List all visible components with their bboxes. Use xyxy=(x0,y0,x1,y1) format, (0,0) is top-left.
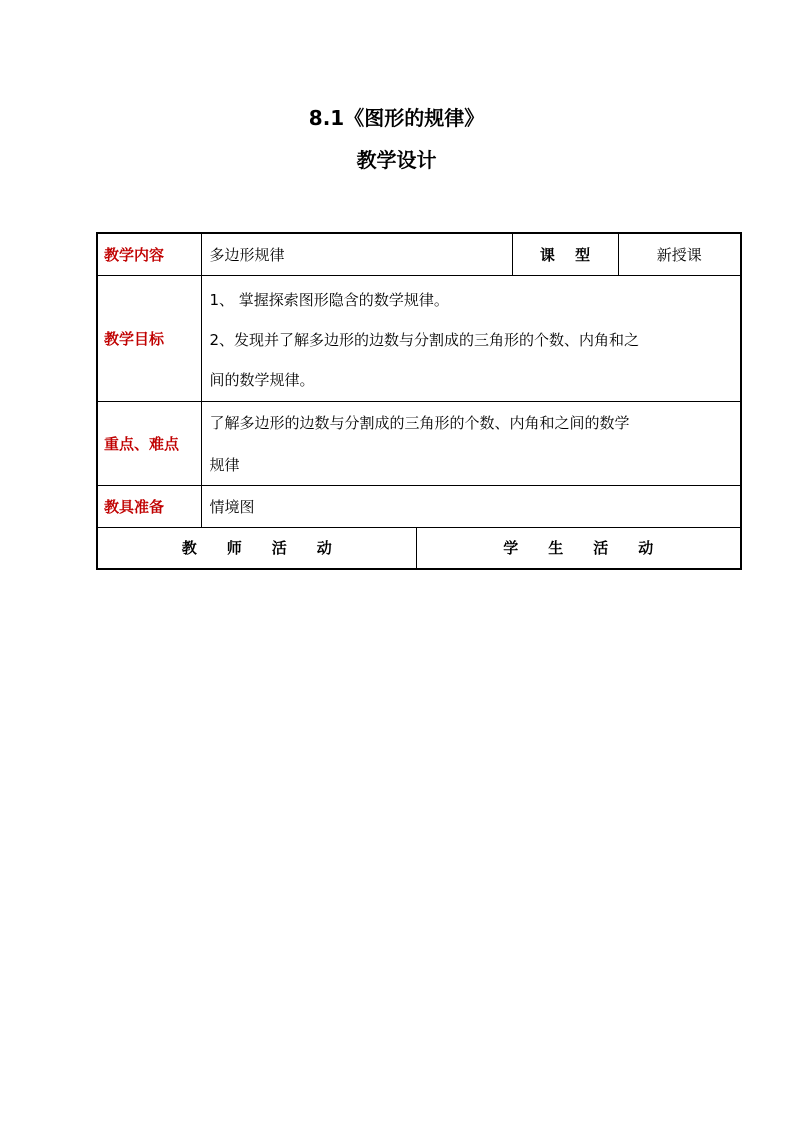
document-title: 8.1《图形的规律》 xyxy=(308,106,485,130)
row-content xyxy=(97,233,741,275)
materials-value: 情境图 xyxy=(201,485,741,527)
row-key-points xyxy=(97,401,741,485)
goal-1: 1、 掌握探索图形隐含的数学规律。 xyxy=(209,291,449,309)
goals-cell xyxy=(201,275,741,401)
row-goals xyxy=(97,275,741,401)
goals-label: 教学目标 xyxy=(97,275,201,401)
key-points-cell xyxy=(201,401,741,485)
key-points-line-1: 了解多边形的边数与分割成的三角形的个数、内角和之间的数学 xyxy=(209,413,630,432)
type-value: 新授课 xyxy=(618,233,741,275)
teacher-activities-header: 教师活动 xyxy=(97,527,416,569)
goal-2: 2、发现并了解多边形的边数与分割成的三角形的个数、内角和之 xyxy=(209,331,640,349)
materials-label: 教具准备 xyxy=(97,485,201,527)
key-points-label: 重点、难点 xyxy=(97,401,201,485)
key-points-line-2: 规律 xyxy=(209,455,240,474)
type-label: 课 型 xyxy=(512,233,618,275)
student-activities-header: 学生活动 xyxy=(416,527,741,569)
document-subtitle: 教学设计 xyxy=(356,148,437,172)
row-activities xyxy=(97,527,741,569)
lesson-plan-table xyxy=(96,232,742,570)
goal-2-continued: 间的数学规律。 xyxy=(209,371,315,389)
content-value: 多边形规律 xyxy=(201,233,512,275)
row-materials xyxy=(97,485,741,527)
content-label: 教学内容 xyxy=(97,233,201,275)
